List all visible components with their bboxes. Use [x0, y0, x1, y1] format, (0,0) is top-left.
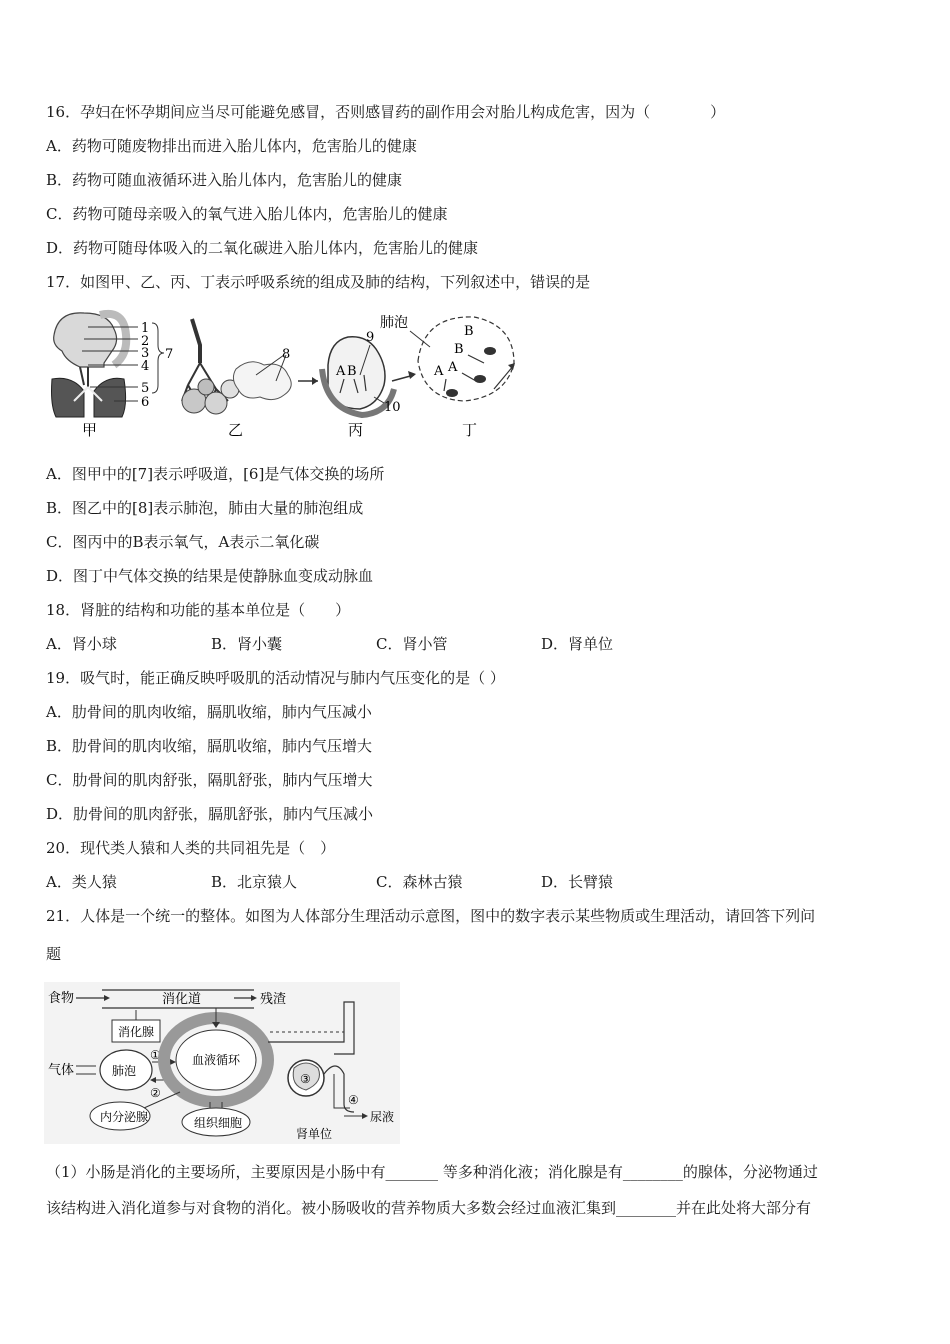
label-8: 8	[282, 347, 291, 362]
q18-options	[46, 634, 766, 654]
label-nephron: 肾单位	[296, 1127, 333, 1141]
figure-jia	[52, 313, 174, 439]
q20-option-d: D．长臂猿	[541, 873, 614, 891]
label-2: 2	[141, 334, 150, 349]
label-n1: ①	[150, 1048, 161, 1062]
label-gas: 气体	[48, 1063, 75, 1078]
label-3: 3	[141, 346, 150, 361]
label-bing-a: A	[336, 364, 346, 379]
q21-stem-line1: 21．人体是一个统一的整体。如图为人体部分生理活动示意图，图中的数字表示某些物质或生理活动，请回答下列问	[46, 907, 816, 925]
q20-option-b: B．北京猿人	[211, 873, 298, 891]
label-tissue-cells: 组织细胞	[194, 1116, 243, 1130]
label-urine: 尿液	[370, 1110, 395, 1124]
q19-option-a: A．肋骨间的肌肉收缩，膈肌收缩，肺内气压减小	[46, 703, 372, 721]
q18-option-d: D．肾单位	[541, 635, 614, 653]
label-yi: 乙	[228, 421, 244, 439]
q18-stem: 18．肾脏的结构和功能的基本单位是（ ）	[46, 601, 351, 619]
label-alveolus: 肺泡	[380, 315, 408, 331]
q16-stem: 16．孕妇在怀孕期间应当尽可能避免感冒，否则感冒药的副作用会对胎儿构成危害，因为（ ）	[46, 103, 726, 121]
label-residue: 残渣	[260, 992, 287, 1007]
label-9: 9	[366, 330, 375, 345]
label-5: 5	[141, 381, 150, 396]
figure-yi	[182, 319, 291, 439]
figure-bing	[322, 330, 401, 439]
q19-stem: 19．吸气时，能正确反映呼吸肌的活动情况与肺内气压变化的是（ ）	[46, 669, 505, 687]
q19-option-c: C．肋骨间的肌肉舒张，隔肌舒张，肺内气压增大	[46, 771, 373, 789]
q17-option-c: C．图丙中的B表示氧气，A表示二氧化碳	[46, 533, 320, 551]
q20-options	[46, 872, 766, 892]
q18-option-c: C．肾小管	[376, 635, 448, 653]
label-circulation: 血液循环	[192, 1053, 241, 1067]
q17-stem: 17．如图甲、乙、丙、丁表示呼吸系统的组成及肺的结构，下列叙述中，错误的是	[46, 273, 591, 291]
q21-sub1-line2: 该结构进入消化道参与对食物的消化。被小肠吸收的营养物质大多数会经过血液汇集到________并在此处将大部分有	[46, 1199, 812, 1217]
label-10: 10	[384, 400, 401, 415]
q20-stem: 20．现代类人猿和人类的共同祖先是（ ）	[46, 839, 336, 857]
label-ding-a2: A	[434, 364, 444, 379]
q17-option-a: A．图甲中的[7]表示呼吸道，[6]是气体交换的场所	[46, 465, 385, 483]
label-4: 4	[141, 359, 150, 374]
label-7: 7	[165, 347, 174, 362]
q16-option-c: C．药物可随母亲吸入的氧气进入胎儿体内，危害胎儿的健康	[46, 205, 448, 223]
label-n4: ④	[348, 1093, 359, 1107]
q16-option-d: D．药物可随母体吸入的二氧化碳进入胎儿体内，危害胎儿的健康	[46, 239, 479, 257]
label-6: 6	[141, 395, 150, 410]
q16-option-b: B．药物可随血液循环进入胎儿体内，危害胎儿的健康	[46, 171, 403, 189]
label-n2: ②	[150, 1086, 161, 1100]
label-digestive-tract: 消化道	[162, 992, 202, 1007]
label-1: 1	[141, 321, 150, 336]
label-ding-b1: B	[464, 324, 474, 339]
label-endocrine: 内分泌腺	[100, 1110, 149, 1124]
label-bing: 丙	[348, 421, 364, 439]
q18-option-b: B．肾小囊	[211, 635, 283, 653]
q19-option-d: D．肋骨间的肌肉舒张，膈肌舒张，肺内气压减小	[46, 805, 374, 823]
q20-option-c: C．森林古猿	[376, 873, 463, 891]
q16-option-a: A．药物可随废物排出而进入胎儿体内，危害胎儿的健康	[46, 137, 417, 155]
label-food: 食物	[48, 991, 75, 1006]
label-ding-a1: A	[448, 360, 458, 375]
q19-option-b: B．肋骨间的肌肉收缩，膈肌收缩，肺内气压增大	[46, 737, 373, 755]
q21-sub1-line1: （1）小肠是消化的主要场所，主要原因是小肠中有_______ 等多种消化液；消化腺是有________的腺体，分泌物通过	[46, 1163, 818, 1181]
label-digestive-gland: 消化腺	[118, 1025, 155, 1039]
label-ding-b2: B	[454, 342, 464, 357]
label-jia: 甲	[82, 421, 98, 439]
label-alveolus-box: 肺泡	[112, 1064, 137, 1078]
q20-option-a: A．类人猿	[46, 873, 117, 891]
label-bing-b: B	[347, 364, 357, 379]
label-ding: 丁	[462, 421, 478, 439]
respiratory-system-figure	[44, 305, 524, 445]
physiology-diagram	[44, 982, 400, 1144]
q17-option-b: B．图乙中的[8]表示肺泡，肺由大量的肺泡组成	[46, 499, 364, 517]
q21-stem-line2: 题	[46, 945, 62, 963]
figure-ding	[380, 314, 515, 439]
label-n3: ③	[300, 1072, 311, 1086]
q17-option-d: D．图丁中气体交换的结果是使静脉血变成动脉血	[46, 567, 374, 585]
q18-option-a: A．肾小球	[46, 635, 117, 653]
